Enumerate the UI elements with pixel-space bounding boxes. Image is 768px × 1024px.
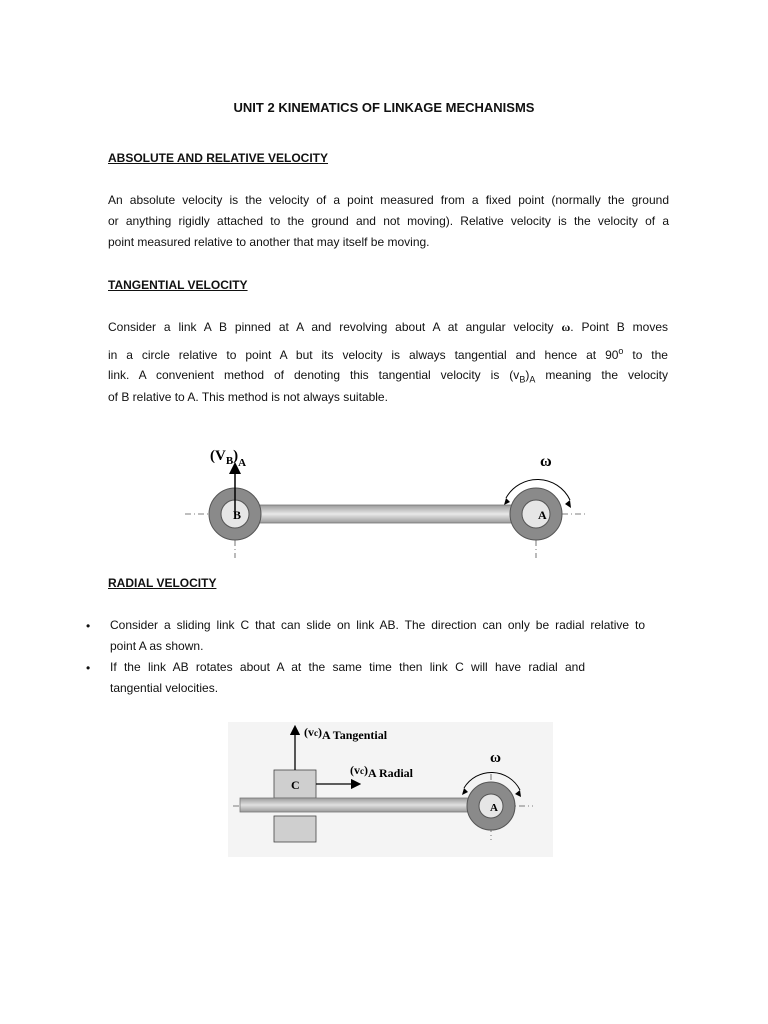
degree-superscript: o	[618, 346, 624, 356]
radial-label-text: A Radial	[368, 766, 414, 780]
radial-label-subscript: c	[360, 766, 364, 776]
heading-radial-velocity: RADIAL VELOCITY	[108, 576, 217, 590]
subscript: A	[529, 374, 536, 385]
velocity-label-subscript-a: A	[238, 457, 247, 469]
paragraph-line: An absolute velocity is the velocity of a point measured from a fixed point (normally the ground	[108, 193, 669, 207]
slider-c-label: C	[291, 778, 300, 792]
point-a-label: A	[490, 802, 498, 814]
bullet-line: If the link AB rotates about A at the same time then link C will have radial and	[110, 660, 585, 674]
text-run: to the	[623, 348, 668, 362]
text-run: in a circle relative to point A but its velocity is always tangential and hence at 90	[108, 348, 619, 362]
point-a-label: A	[538, 508, 547, 522]
subscript: B	[519, 374, 526, 385]
link-ab-diagram	[180, 440, 590, 565]
heading-tangential-velocity: TANGENTIAL VELOCITY	[108, 278, 248, 292]
bullet-line: tangential velocities.	[110, 681, 219, 695]
sliding-link-diagram	[228, 722, 553, 857]
text-run: . Point B moves	[570, 320, 668, 334]
omega-label: ω	[490, 750, 501, 766]
svg-text:(VB)A	[210, 448, 246, 469]
bullet-item	[110, 657, 585, 699]
paragraph-line	[108, 341, 668, 365]
radial-label-close: )	[364, 763, 368, 777]
paragraph-line: of B relative to A. This method is not always suitable.	[108, 390, 388, 404]
bullet-item	[110, 615, 645, 657]
bullet-marker: •	[86, 661, 91, 675]
page-title: UNIT 2 KINEMATICS OF LINKAGE MECHANISMS	[233, 100, 535, 115]
omega-label: ω	[540, 453, 552, 470]
tangential-label-subscript: c	[314, 728, 318, 738]
tangential-label: (v	[304, 725, 314, 739]
paragraph-line: point measured relative to another that may itself be moving.	[108, 235, 430, 249]
bullet-marker: •	[86, 619, 91, 633]
radial-label: (v	[350, 763, 360, 777]
paragraph-line	[108, 317, 668, 341]
velocity-label-subscript: B	[225, 455, 234, 467]
paragraph-line: or anything rigidly attached to the ground and not moving). Relative velocity is the velocity of a	[108, 214, 669, 228]
velocity-label-close: )	[233, 448, 239, 464]
text-run: link. A convenient method of denoting this tangential velocity is (v	[108, 368, 520, 382]
paragraph-line	[108, 365, 668, 387]
omega-symbol: ω	[561, 320, 571, 334]
velocity-label: (V	[210, 448, 226, 464]
bullet-line: point A as shown.	[110, 639, 204, 653]
tangential-label-text: A Tangential	[322, 728, 388, 742]
heading-absolute-velocity: ABSOLUTE AND RELATIVE VELOCITY	[108, 151, 329, 165]
paragraph-absolute-velocity	[108, 190, 669, 253]
point-b-label: B	[233, 508, 242, 522]
text-run: Consider a link A B pinned at A and revolving about A at angular velocity	[108, 320, 554, 334]
text-run: meaning the velocity	[535, 368, 669, 382]
tangential-label-close: )	[318, 725, 322, 739]
paragraph-tangential-velocity	[108, 317, 668, 408]
text-run: )	[525, 368, 530, 382]
bullet-line: Consider a sliding link C that can slide on link AB. The direction can only be radial relative to	[110, 618, 645, 632]
